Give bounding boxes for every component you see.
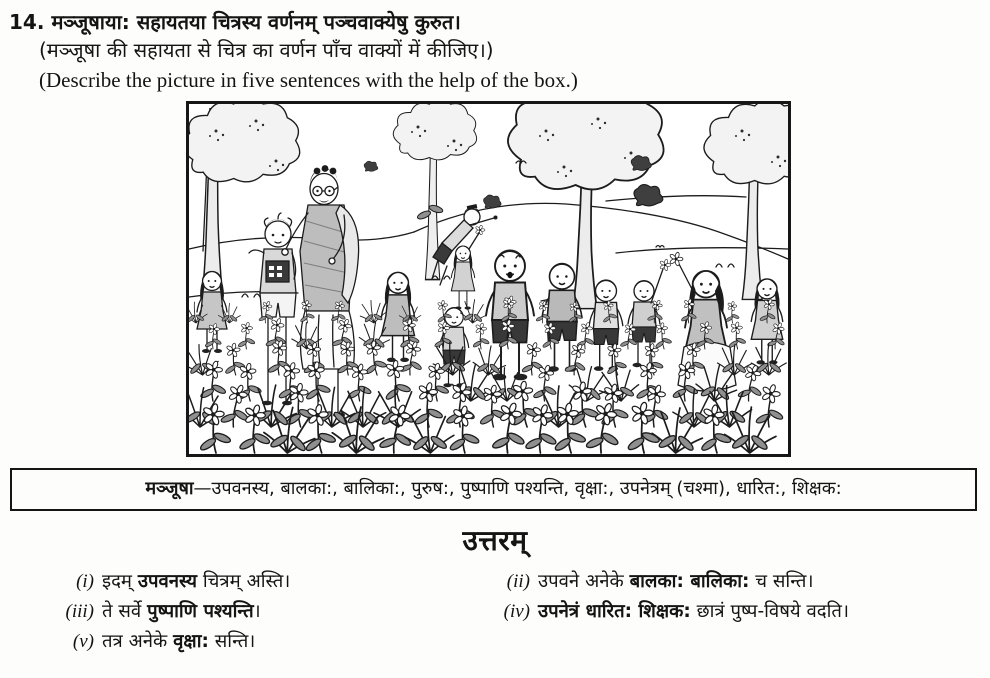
answer-item-ii (478, 567, 990, 596)
answer-text: तत्र अनेके वृक्षा: सन्ति। (102, 631, 256, 652)
answers-heading: उत्तरम् (462, 524, 528, 557)
answer-item-iii (0, 597, 478, 626)
question-sanskrit-line (9, 9, 984, 35)
answer-text: उपनेत्रं धारित: शिक्षक: छात्रं पुष्प-विषये वदति। (538, 601, 849, 622)
answers-list (0, 567, 990, 656)
manjusha-dash: — (193, 478, 212, 499)
manjusha-items: उपवनस्य, बालका:, बालिका:, पुरुष:, पुष्पाणि पश्यन्ति, वृक्षा:, उपनेत्रम् (चश्मा), धारित:, शिक्षक: (211, 478, 842, 499)
answer-item-iv (478, 597, 990, 626)
manjusha-box (10, 468, 977, 511)
question-sanskrit-text: मञ्जूषाया: सहायतया चित्रस्य वर्णनम् पञ्चवाक्येषु कुरुत। (51, 10, 461, 34)
garden-scene-svg (186, 101, 791, 457)
answer-number: (i) (76, 571, 94, 592)
answer-text: उपवने अनेके बालका: बालिका: च सन्ति। (538, 571, 814, 592)
question-number: 14. (9, 10, 45, 34)
question-hindi-line: (मञ्जूषा की सहायता से चित्र का वर्णन पाँच वाक्यों में कीजिए।) (39, 38, 494, 62)
answer-number: (iii) (65, 601, 94, 622)
question-english-line: (Describe the picture in five sentences with the help of the box.) (39, 68, 578, 92)
answer-number: (ii) (506, 571, 530, 592)
manjusha-label: मञ्जूषा (145, 478, 194, 499)
answer-text: इदम् उपवनस्य चित्रम् अस्ति। (102, 571, 291, 592)
answer-number: (v) (72, 631, 94, 652)
garden-illustration (186, 101, 791, 457)
answer-item-v (0, 627, 478, 656)
textbook-page (0, 9, 990, 678)
answer-text: ते सर्वे पुष्पाणि पश्यन्ति। (102, 601, 261, 622)
answer-item-i (0, 567, 478, 596)
answer-number: (iv) (503, 601, 530, 622)
